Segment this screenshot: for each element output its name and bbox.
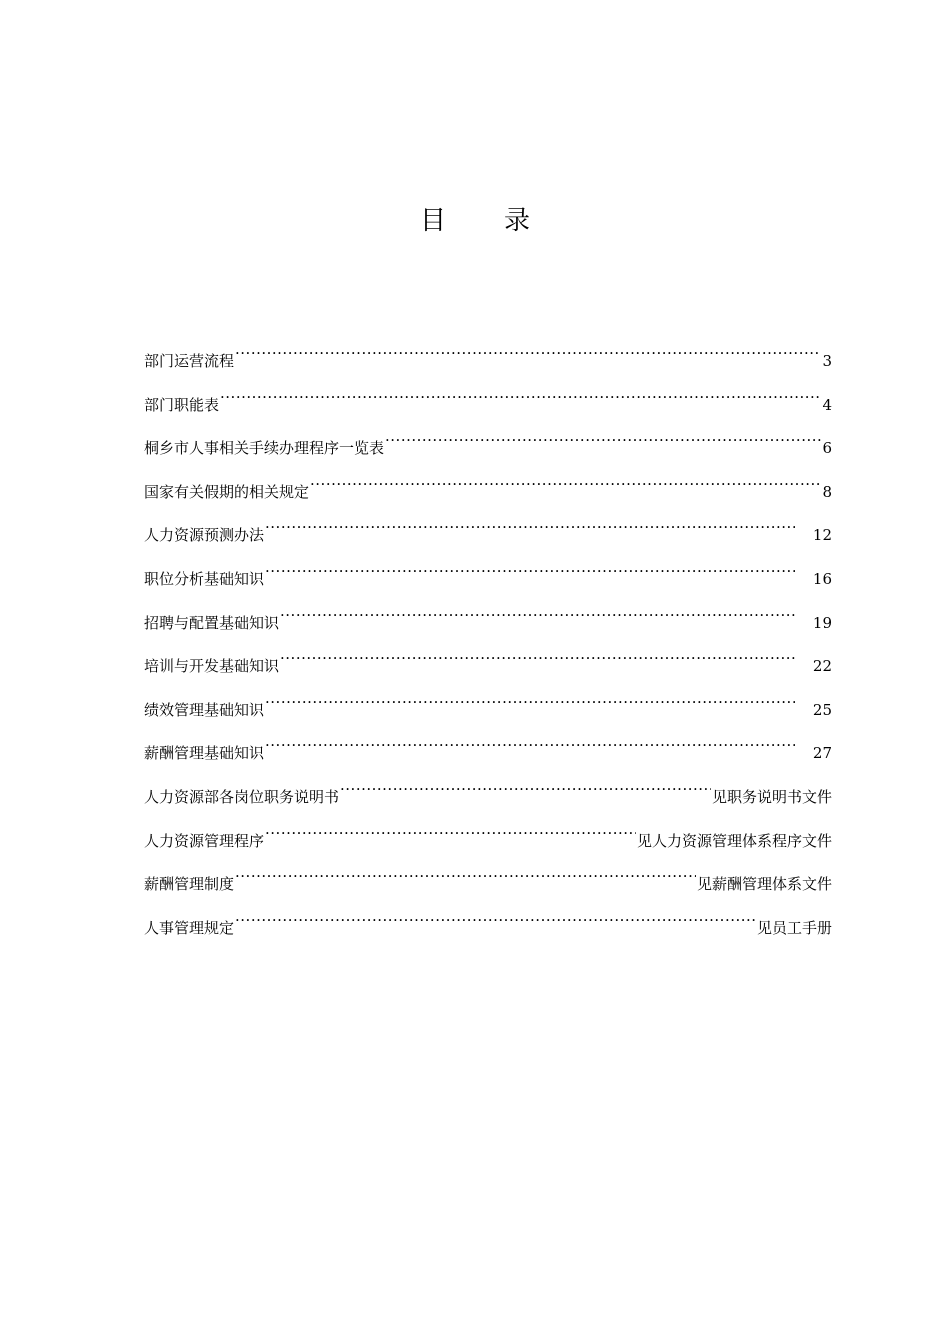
toc-dot-leader	[310, 471, 821, 497]
toc-list	[144, 340, 832, 950]
toc-entry-page: 见薪酬管理体系文件	[696, 875, 832, 894]
toc-dot-leader	[265, 689, 795, 715]
toc-entry[interactable]	[144, 384, 832, 428]
toc-entry[interactable]	[144, 732, 832, 776]
toc-dot-leader	[265, 820, 636, 846]
toc-entry-label: 人事管理规定	[144, 918, 235, 937]
toc-entry-label: 人力资源预测办法	[144, 526, 265, 545]
toc-entry-label: 国家有关假期的相关规定	[144, 482, 310, 501]
toc-dot-leader	[280, 602, 795, 628]
toc-entry-label: 人力资源部各岗位职务说明书	[144, 787, 340, 806]
toc-title-gap	[447, 200, 503, 237]
toc-dot-leader	[385, 427, 821, 453]
toc-entry-label: 培训与开发基础知识	[144, 657, 280, 676]
toc-entry[interactable]	[144, 602, 832, 646]
toc-title	[0, 200, 950, 237]
toc-title-char-1: 目	[419, 206, 446, 236]
toc-entry-page: 16	[812, 569, 832, 588]
toc-entry-page: 19	[812, 613, 832, 632]
toc-entry-page: 8	[822, 482, 832, 501]
toc-entry[interactable]	[144, 558, 832, 602]
toc-entry-page: 4	[822, 395, 832, 414]
toc-entry[interactable]	[144, 340, 832, 384]
toc-entry-page: 27	[812, 744, 832, 763]
toc-title-char-2: 录	[503, 206, 530, 236]
toc-entry[interactable]	[144, 427, 832, 471]
toc-entry-label: 部门职能表	[144, 395, 220, 414]
toc-dot-leader	[235, 863, 696, 889]
toc-entry-page: 见员工手册	[756, 918, 832, 937]
toc-entry-label: 薪酬管理制度	[144, 875, 235, 894]
toc-entry-label: 人力资源管理程序	[144, 831, 265, 850]
toc-entry-label: 桐乡市人事相关手续办理程序一览表	[144, 439, 385, 458]
toc-entry[interactable]	[144, 689, 832, 733]
toc-entry[interactable]	[144, 471, 832, 515]
toc-entry[interactable]	[144, 863, 832, 907]
toc-dot-leader	[235, 907, 756, 933]
toc-dot-leader	[265, 558, 795, 584]
toc-entry[interactable]	[144, 514, 832, 558]
toc-dot-leader	[340, 776, 711, 802]
toc-entry-label: 职位分析基础知识	[144, 569, 265, 588]
toc-dot-leader	[265, 732, 795, 758]
toc-dot-leader	[220, 384, 821, 410]
toc-entry-page: 3	[822, 352, 832, 370]
toc-entry[interactable]	[144, 776, 832, 820]
toc-entry-page: 22	[812, 657, 832, 676]
toc-entry[interactable]	[144, 907, 832, 951]
toc-entry[interactable]	[144, 820, 832, 864]
toc-entry-label: 部门运营流程	[144, 352, 235, 370]
toc-entry-label: 招聘与配置基础知识	[144, 613, 280, 632]
toc-dot-leader	[280, 645, 795, 671]
toc-dot-leader	[265, 514, 795, 540]
toc-entry-page: 6	[822, 439, 832, 458]
toc-entry-page: 12	[812, 526, 832, 545]
toc-entry-label: 薪酬管理基础知识	[144, 744, 265, 763]
toc-dot-leader	[235, 340, 821, 366]
toc-entry[interactable]	[144, 645, 832, 689]
toc-entry-label: 绩效管理基础知识	[144, 700, 265, 719]
toc-entry-page: 25	[812, 700, 832, 719]
toc-entry-page: 见人力资源管理体系程序文件	[636, 831, 832, 850]
toc-entry-page: 见职务说明书文件	[711, 787, 832, 806]
